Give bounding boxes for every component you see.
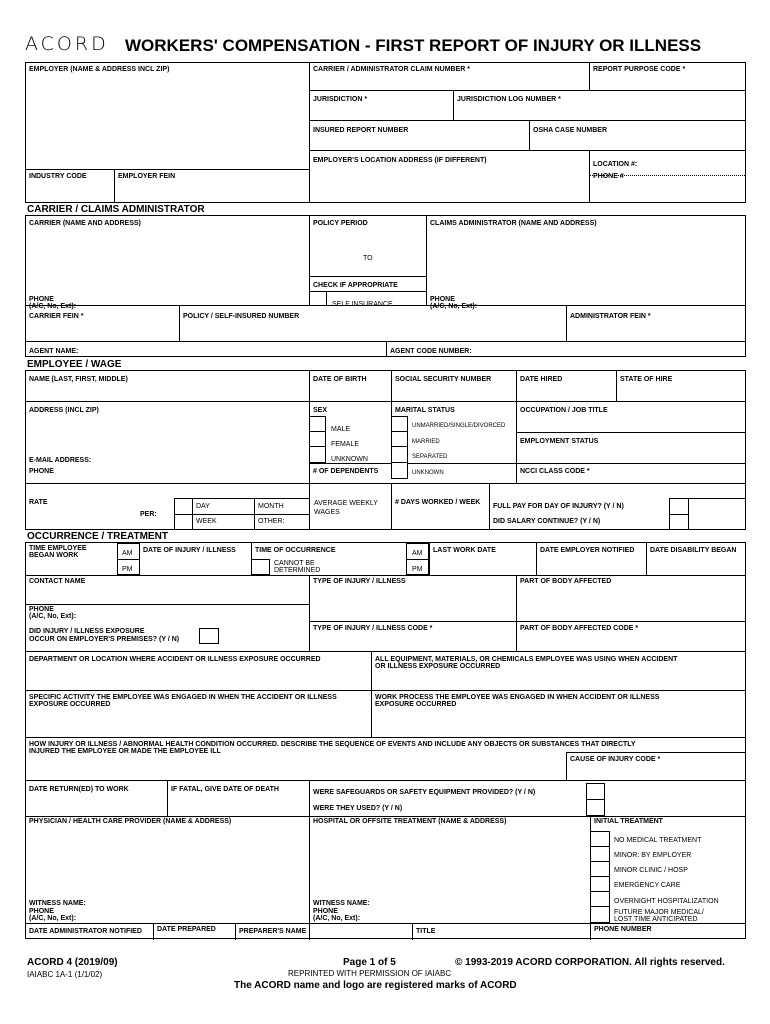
- admin-phone-label: PHONE: [430, 296, 455, 303]
- sex-female-checkbox[interactable]: [309, 431, 326, 447]
- rate-label: RATE: [29, 499, 48, 506]
- body-part-label: PART OF BODY AFFECTED: [520, 578, 612, 585]
- employer-section: [25, 62, 746, 203]
- reprinted-notice: REPRINTED WITH PERMISSION OF IAIABC: [288, 969, 452, 978]
- copyright: © 1993-2019 ACORD CORPORATION. All rights reserved.: [455, 957, 725, 968]
- marital-married-checkbox[interactable]: [391, 431, 408, 447]
- emergency-care-checkbox[interactable]: [590, 876, 610, 892]
- premises-label-2: OCCUR ON EMPLOYER'S PREMISES? (Y / N): [29, 636, 180, 643]
- employee-heading: EMPLOYEE / WAGE: [27, 359, 122, 370]
- no-medical-label: NO MEDICAL TREATMENT: [614, 837, 702, 844]
- carrier-heading: CARRIER / CLAIMS ADMINISTRATOR: [27, 204, 205, 215]
- rate-week-checkbox[interactable]: [174, 514, 193, 530]
- date-prepared-label: DATE PREPARED: [157, 926, 216, 933]
- contact-phone-sub: (A/C, No, Ext):: [29, 613, 77, 620]
- minor-employer-checkbox[interactable]: [590, 846, 610, 862]
- last-work-label: LAST WORK DATE: [433, 547, 496, 554]
- occupation-label: OCCUPATION / JOB TITLE: [520, 407, 608, 414]
- sex-unknown-label: UNKNOWN: [331, 456, 368, 463]
- process-label-2: EXPOSURE OCCURRED: [375, 701, 457, 708]
- policy-number-label: POLICY / SELF-INSURED NUMBER: [183, 313, 300, 320]
- title-label: TITLE: [416, 928, 436, 935]
- activity-label-2: EXPOSURE OCCURRED: [29, 701, 111, 708]
- marital-unknown-checkbox[interactable]: [391, 462, 408, 479]
- cause-code-label: CAUSE OF INJURY CODE *: [570, 756, 661, 763]
- employer-name-label: EMPLOYER (NAME & ADDRESS INCL ZIP): [29, 66, 170, 73]
- trademark-notice: The ACORD name and logo are registered marks of ACORD: [234, 980, 517, 991]
- equipment-label: ALL EQUIPMENT, MATERIALS, OR CHEMICALS EMPLOYEE WAS USING WHEN ACCIDENT: [375, 656, 678, 663]
- self-insurance-label: SELF INSURANCE: [332, 301, 393, 308]
- industry-code-label: INDUSTRY CODE: [29, 173, 87, 180]
- sex-label: SEX: [313, 407, 328, 414]
- used-yn-box[interactable]: [586, 799, 605, 816]
- dependents-label: # OF DEPENDENTS: [313, 468, 379, 475]
- emergency-label: EMERGENCY CARE: [614, 882, 681, 889]
- date-hired-label: DATE HIRED: [520, 376, 563, 383]
- phone-number-label: PHONE NUMBER: [594, 926, 652, 933]
- full-pay-label: FULL PAY FOR DAY OF INJURY? (Y / N): [493, 503, 624, 510]
- policy-period-label: POLICY PERIOD: [313, 220, 368, 227]
- carrier-phone-sub: (A/C, No, Ext):: [29, 303, 77, 310]
- wages-label: WAGES: [314, 509, 340, 516]
- body-code-label: PART OF BODY AFFECTED CODE *: [520, 625, 639, 632]
- marital-separated-checkbox[interactable]: [391, 446, 408, 463]
- form-number: ACORD 4 (2019/09): [27, 957, 118, 968]
- married-label: MARRIED: [412, 439, 440, 445]
- how-occurred-label: HOW INJURY OR ILLNESS / ABNORMAL HEALTH CONDITION OCCURRED. DESCRIBE THE SEQUENCE OF EVENTS AND INCLUDE ANY OBJECTS OR SUBSTANCES THAT DIRECTLY: [29, 741, 636, 748]
- employee-name-label: NAME (LAST, FIRST, MIDDLE): [29, 376, 128, 383]
- claims-admin-label: CLAIMS ADMINISTRATOR (NAME AND ADDRESS): [430, 220, 597, 227]
- type-injury-label: TYPE OF INJURY / ILLNESS: [313, 578, 406, 585]
- ssn-label: SOCIAL SECURITY NUMBER: [395, 376, 492, 383]
- date-injury-label: DATE OF INJURY / ILLNESS: [143, 547, 236, 554]
- activity-label: SPECIFIC ACTIVITY THE EMPLOYEE WAS ENGAGED IN WHEN THE ACCIDENT OR ILLNESS: [29, 694, 337, 701]
- overnight-label: OVERNIGHT HOSPITALIZATION: [614, 898, 719, 905]
- report-purpose-label: REPORT PURPOSE CODE *: [593, 66, 686, 73]
- witness2-phone-sub: (A/C, No, Ext):: [313, 915, 361, 922]
- occ-pm-label: PM: [412, 566, 423, 573]
- cannot-be-label: CANNOT BE: [274, 560, 315, 567]
- rate-day-checkbox[interactable]: [174, 498, 193, 515]
- agent-name-label: AGENT NAME:: [29, 348, 79, 355]
- claim-number-label: CARRIER / ADMINISTRATOR CLAIM NUMBER *: [313, 66, 470, 73]
- time-began-label-2: BEGAN WORK: [29, 552, 79, 559]
- agent-code-label: AGENT CODE NUMBER:: [390, 348, 472, 355]
- date-notified-label: DATE EMPLOYER NOTIFIED: [540, 547, 635, 554]
- days-worked-label: # DAYS WORKED / WEEK: [395, 499, 481, 506]
- per-label: PER:: [140, 511, 157, 518]
- premises-yn-box[interactable]: [199, 628, 219, 644]
- separated-label: SEPARATED: [412, 454, 448, 460]
- month-label: MONTH: [258, 503, 284, 510]
- employee-section: [25, 370, 746, 530]
- equipment-label-2: OR ILLNESS EXPOSURE OCCURRED: [375, 663, 501, 670]
- admin-phone-sub: (A/C, No, Ext):: [430, 303, 478, 310]
- no-medical-checkbox[interactable]: [590, 831, 610, 847]
- unmarried-label: UNMARRIED/SINGLE/DIVORCED: [412, 423, 506, 429]
- witness1-phone-sub: (A/C, No, Ext):: [29, 915, 77, 922]
- acord-logo: ACORD: [25, 33, 109, 55]
- employment-status-label: EMPLOYMENT STATUS: [520, 438, 599, 445]
- determined-label: DETERMINED: [274, 567, 321, 574]
- witness1-label: WITNESS NAME:: [29, 900, 86, 907]
- minor-employer-label: MINOR: BY EMPLOYER: [614, 852, 692, 859]
- female-label: FEMALE: [331, 441, 360, 448]
- occ-am-label: AM: [412, 550, 423, 557]
- employee-phone-label: PHONE: [29, 468, 54, 475]
- return-work-label: DATE RETURN(ED) TO WORK: [29, 786, 129, 793]
- disability-began-label: DATE DISABILITY BEGAN: [650, 547, 737, 554]
- page-number: Page 1 of 5: [343, 957, 396, 968]
- time-occurrence-label: TIME OF OCCURRENCE: [255, 547, 336, 554]
- occurrence-section: [25, 542, 746, 939]
- marital-label: MARITAL STATUS: [395, 407, 455, 414]
- hospital-label: HOSPITAL OR OFFSITE TREATMENT (NAME & ADDRESS): [313, 818, 507, 825]
- day-label: DAY: [196, 503, 210, 510]
- type-code-label: TYPE OF INJURY / ILLNESS CODE *: [313, 625, 433, 632]
- avg-weekly-label: AVERAGE WEEKLY: [314, 500, 378, 507]
- minor-clinic-checkbox[interactable]: [590, 861, 610, 877]
- department-label: DEPARTMENT OR LOCATION WHERE ACCIDENT OR ILLNESS EXPOSURE OCCURRED: [29, 656, 321, 663]
- carrier-phone-label: PHONE: [29, 296, 54, 303]
- sex-male-checkbox[interactable]: [309, 416, 326, 432]
- check-appropriate-label: CHECK IF APPROPRIATE: [313, 282, 398, 289]
- initial-treatment-label: INITIAL TREATMENT: [594, 818, 663, 825]
- form-header: [0, 0, 770, 62]
- future-label-2: LOST TIME ANTICIPATED: [614, 916, 698, 923]
- salary-continue-checkbox[interactable]: [669, 514, 689, 530]
- contact-phone-label: PHONE: [29, 606, 54, 613]
- male-label: MALE: [331, 426, 351, 433]
- carrier-name-label: CARRIER (NAME AND ADDRESS): [29, 220, 141, 227]
- marital-unmarried-checkbox[interactable]: [391, 416, 408, 432]
- other-label: OTHER:: [258, 518, 285, 525]
- location-address-label: EMPLOYER'S LOCATION ADDRESS (IF DIFFERENT): [313, 157, 487, 164]
- self-insurance-checkbox[interactable]: [309, 291, 327, 306]
- state-hire-label: STATE OF HIRE: [620, 376, 673, 383]
- admin-fein-label: ADMINISTRATOR FEIN *: [570, 313, 651, 320]
- future-major-checkbox[interactable]: [590, 906, 610, 923]
- jurisdiction-label: JURISDICTION *: [313, 96, 368, 103]
- osha-label: OSHA CASE NUMBER: [533, 127, 608, 134]
- witness2-phone-label: PHONE: [313, 908, 338, 915]
- future-label: FUTURE MAJOR MEDICAL/: [614, 909, 704, 916]
- began-pm-label: PM: [122, 566, 133, 573]
- marital-unknown-label: UNKNOWN: [412, 470, 444, 476]
- jurisdiction-log-label: JURISDICTION LOG NUMBER *: [457, 96, 561, 103]
- minor-clinic-label: MINOR CLINIC / HOSP: [614, 867, 688, 874]
- how-occurred-label-2: INJURED THE EMPLOYEE OR MADE THE EMPLOYEE ILL: [29, 748, 221, 755]
- employer-fein-label: EMPLOYER FEIN: [118, 173, 176, 180]
- overnight-checkbox[interactable]: [590, 891, 610, 907]
- cannot-determine-checkbox[interactable]: [251, 559, 270, 575]
- process-label: WORK PROCESS THE EMPLOYEE WAS ENGAGED IN WHEN ACCIDENT OR ILLNESS: [375, 694, 660, 701]
- week-label: WEEK: [196, 518, 217, 525]
- fatal-label: IF FATAL, GIVE DATE OF DEATH: [171, 786, 279, 793]
- iaiabc-code: IAIABC 1A-1 (1/1/02): [27, 970, 103, 979]
- contact-name-label: CONTACT NAME: [29, 578, 86, 585]
- location-number-label: LOCATION #:: [593, 161, 638, 168]
- carrier-fein-label: CARRIER FEIN *: [29, 313, 84, 320]
- sex-unknown-checkbox[interactable]: [309, 446, 326, 463]
- witness1-phone-label: PHONE: [29, 908, 54, 915]
- safeguards-label: WERE SAFEGUARDS OR SAFETY EQUIPMENT PROVIDED? (Y / N): [313, 789, 536, 796]
- began-am-label: AM: [122, 550, 133, 557]
- address-label: ADDRESS (INCL ZIP): [29, 407, 99, 414]
- occurrence-heading: OCCURRENCE / TREATMENT: [27, 531, 168, 542]
- premises-label: DID INJURY / ILLNESS EXPOSURE: [29, 628, 145, 635]
- employer-phone-label: PHONE #: [593, 173, 624, 180]
- policy-to-label: TO: [363, 255, 373, 262]
- preparer-name-label: PREPARER'S NAME: [239, 928, 307, 935]
- witness2-label: WITNESS NAME:: [313, 900, 370, 907]
- ncci-label: NCCI CLASS CODE *: [520, 468, 590, 475]
- email-label: E-MAIL ADDRESS:: [29, 457, 92, 464]
- admin-notified-label: DATE ADMINISTRATOR NOTIFIED: [29, 928, 142, 935]
- dob-label: DATE OF BIRTH: [313, 376, 367, 383]
- form-title: WORKERS' COMPENSATION - FIRST REPORT OF INJURY OR ILLNESS: [125, 36, 702, 55]
- insured-report-label: INSURED REPORT NUMBER: [313, 127, 409, 134]
- physician-label: PHYSICIAN / HEALTH CARE PROVIDER (NAME & ADDRESS): [29, 818, 232, 825]
- time-began-label: TIME EMPLOYEE: [29, 545, 87, 552]
- carrier-section: [25, 215, 746, 357]
- used-label: WERE THEY USED? (Y / N): [313, 805, 403, 812]
- safeguards-yn-box[interactable]: [586, 783, 605, 800]
- salary-continue-label: DID SALARY CONTINUE? (Y / N): [493, 518, 601, 525]
- full-pay-checkbox[interactable]: [669, 498, 689, 515]
